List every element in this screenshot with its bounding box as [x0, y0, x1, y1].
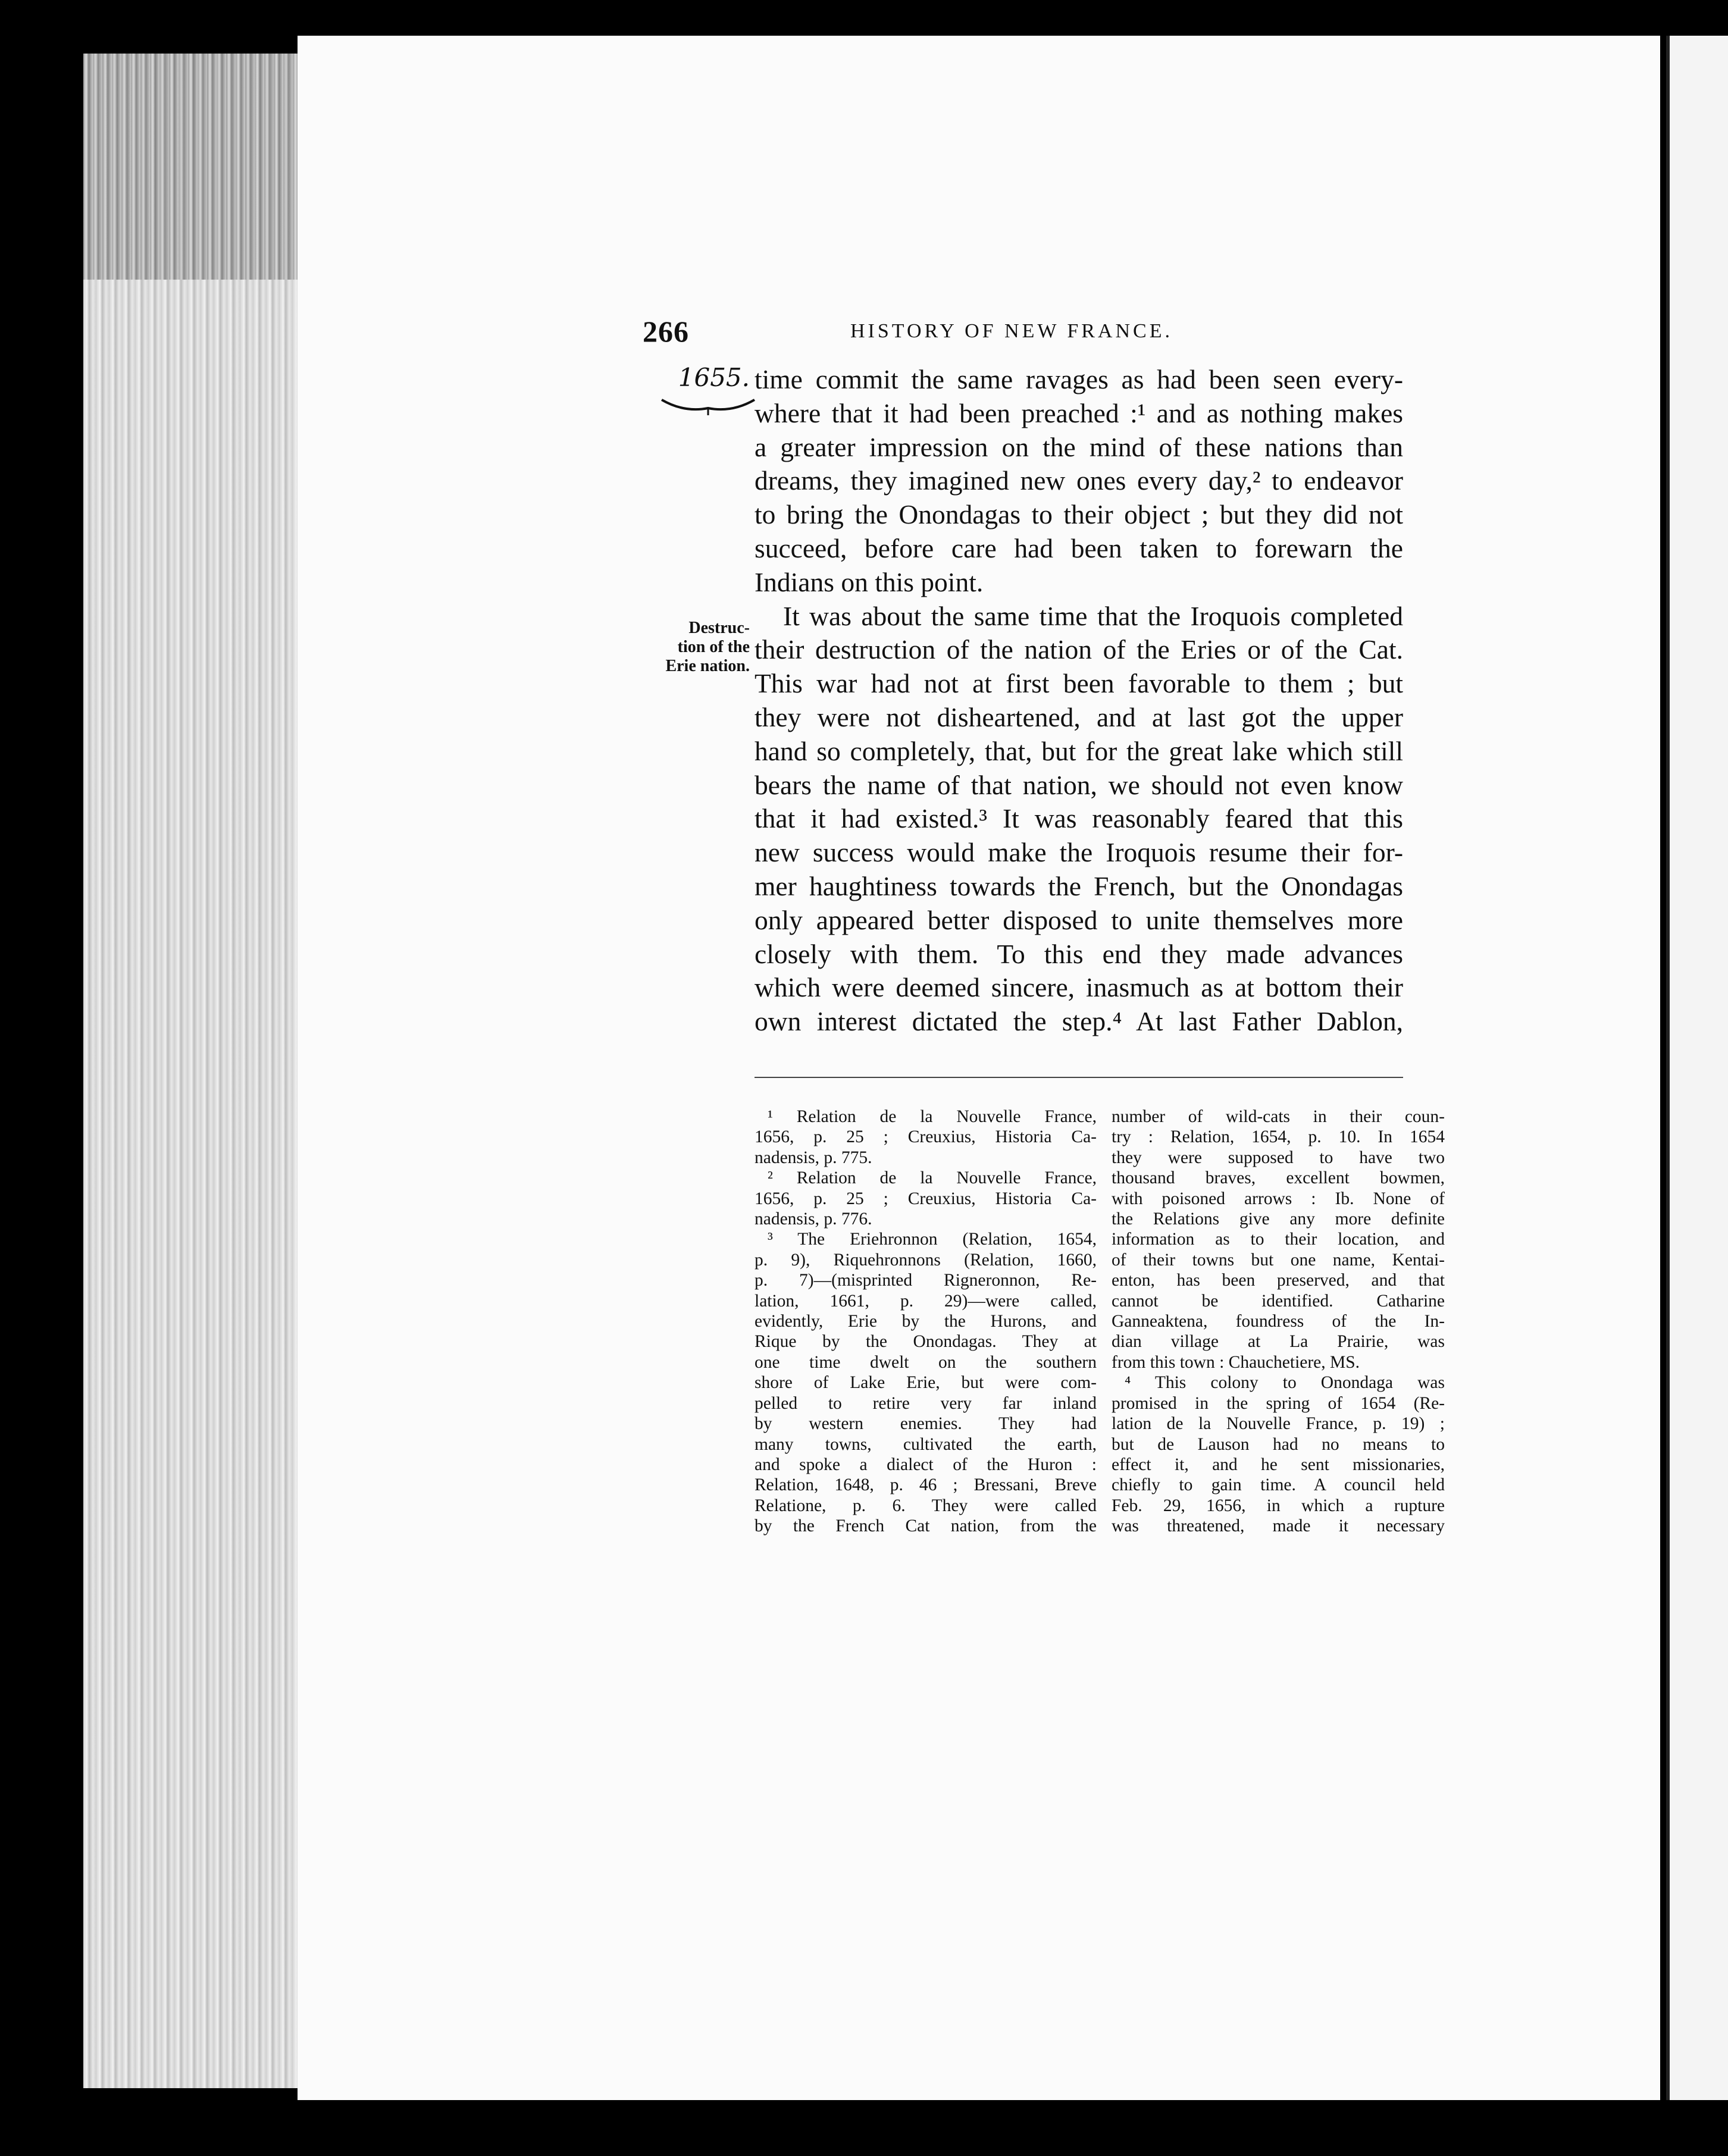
- footnote-line: ² Relation de la Nouvelle France,: [768, 1168, 1097, 1188]
- body-line: a greater impression on the mind of these nations than: [755, 431, 1403, 462]
- footnote-line: cannot be identified. Catharine: [1112, 1291, 1445, 1311]
- margin-year: 1655.: [678, 363, 750, 392]
- footnote-line: ¹ Relation de la Nouvelle France,: [768, 1107, 1097, 1126]
- footnote-line: dian village at La Prairie, was: [1112, 1332, 1445, 1352]
- body-line: It was about the same time that the Iroquois completed: [783, 600, 1403, 631]
- body-line: This war had not at first been favorable to them ; but: [755, 668, 1403, 699]
- footnote-line: p. 9), Riquehronnons (Relation, 1660,: [755, 1250, 1097, 1270]
- footnote-line: the Relations give any more definite: [1112, 1209, 1445, 1229]
- page-number: 266: [643, 315, 689, 348]
- footnote-line: pelled to retire very far inland: [755, 1393, 1097, 1413]
- footnote-line: but de Lauson had no means to: [1112, 1434, 1445, 1454]
- body-line: they were not disheartened, and at last got the upper: [755, 701, 1403, 732]
- footnote-line: nadensis, p. 775.: [755, 1148, 872, 1167]
- footnote-line: enton, has been preserved, and that: [1112, 1271, 1445, 1290]
- body-line: new success would make the Iroquois resume their for-: [755, 837, 1403, 868]
- body-line: bears the name of that nation, we should not even know: [755, 769, 1403, 800]
- body-line: dreams, they imagined new ones every day,² to endeavor: [755, 465, 1403, 496]
- book-page-edges-shadow: [83, 54, 309, 280]
- footnote-line: number of wild-cats in their coun-: [1112, 1107, 1445, 1126]
- footnote-line: Rique by the Onondagas. They at: [755, 1332, 1097, 1352]
- footnote-line: Relatione, p. 6. They were called: [755, 1496, 1097, 1515]
- body-line: time commit the same ravages as had been seen every-: [755, 364, 1403, 394]
- footnote-line: they were supposed to have two: [1112, 1148, 1445, 1167]
- footnote-line: ⁴ This colony to Onondaga was: [1125, 1373, 1445, 1393]
- body-text: [755, 363, 1403, 1039]
- body-line: Indians on this point.: [755, 566, 984, 597]
- footnote-line: with poisoned arrows : Ib. None of: [1112, 1189, 1445, 1208]
- footnotes-left-column: [755, 1107, 1097, 1537]
- body-line: to bring the Onondagas to their object ; but they did not: [755, 499, 1403, 530]
- footnote-line: lation de la Nouvelle France, p. 19) ;: [1112, 1414, 1445, 1434]
- footnote-line: Relation, 1648, p. 46 ; Bressani, Breve: [755, 1475, 1097, 1495]
- book-page-edges: [83, 54, 309, 2088]
- body-line: their destruction of the nation of the Eries or of the Cat.: [755, 634, 1403, 665]
- margin-topic: [665, 619, 750, 676]
- margin-topic-line: tion of the: [677, 638, 750, 656]
- footnote-line: one time dwelt on the southern: [755, 1352, 1097, 1372]
- running-head: HISTORY OF NEW FRANCE.: [850, 320, 1173, 342]
- body-line: hand so completely, that, but for the great lake which still: [755, 735, 1403, 766]
- body-line: mer haughtiness towards the French, but the Onondagas: [755, 870, 1403, 901]
- body-line: that it had existed.³ It was reasonably feared that this: [755, 803, 1403, 834]
- footnote-line: information as to their location, and: [1112, 1230, 1445, 1249]
- footnote-line: Ganneaktena, foundress of the In-: [1112, 1312, 1445, 1331]
- footnote-line: from this town : Chauchetiere, MS.: [1112, 1352, 1360, 1372]
- footnote-line: by western enemies. They had: [755, 1414, 1097, 1434]
- footnote-line: and spoke a dialect of the Huron :: [755, 1455, 1097, 1474]
- body-line: which were deemed sincere, inasmuch as at bottom their: [755, 972, 1403, 1003]
- footnote-line: nadensis, p. 776.: [755, 1209, 872, 1229]
- footnote-line: by the French Cat nation, from the: [755, 1516, 1097, 1536]
- footnote-line: effect it, and he sent missionaries,: [1112, 1455, 1445, 1474]
- body-line: succeed, before care had been taken to forewarn the: [755, 532, 1403, 563]
- footnote-line: lation, 1661, p. 29)—were called,: [755, 1291, 1097, 1311]
- margin-topic-line: Erie nation.: [665, 657, 750, 675]
- footnote-line: was threatened, made it necessary: [1112, 1516, 1445, 1536]
- facing-page-edge: [1666, 36, 1728, 2100]
- footnote-line: ³ The Eriehronnon (Relation, 1654,: [768, 1230, 1097, 1249]
- footnote-rule: [755, 1077, 1403, 1078]
- footnotes-right-column: [1112, 1107, 1445, 1537]
- body-line: own interest dictated the step.⁴ At last Father Dablon,: [755, 1006, 1403, 1037]
- footnote-line: promised in the spring of 1654 (Re-: [1112, 1393, 1445, 1413]
- margin-topic-line: Destruc-: [688, 619, 750, 637]
- footnote-line: 1656, p. 25 ; Creuxius, Historia Ca-: [755, 1127, 1097, 1147]
- footnote-line: thousand braves, excellent bowmen,: [1112, 1168, 1445, 1188]
- body-line: closely with them. To this end they made advances: [755, 938, 1403, 969]
- page-header: [643, 314, 1261, 356]
- footnote-line: shore of Lake Erie, but were com-: [755, 1373, 1097, 1393]
- body-line: only appeared better disposed to unite themselves more: [755, 904, 1403, 935]
- footnote-line: many towns, cultivated the earth,: [755, 1434, 1097, 1454]
- body-line: where that it had been preached :¹ and as nothing makes: [755, 397, 1403, 428]
- footnote-line: chiefly to gain time. A council held: [1112, 1475, 1445, 1495]
- footnote-line: try : Relation, 1654, p. 10. In 1654: [1112, 1127, 1445, 1147]
- footnote-line: Feb. 29, 1656, in which a rupture: [1112, 1496, 1445, 1515]
- footnote-line: of their towns but one name, Kentai-: [1112, 1250, 1445, 1270]
- brace-ornament-icon: [660, 395, 756, 419]
- footnote-line: p. 7)—(misprinted Rigneronnon, Re-: [755, 1271, 1097, 1290]
- footnote-line: evidently, Erie by the Hurons, and: [755, 1312, 1097, 1331]
- footnote-line: 1656, p. 25 ; Creuxius, Historia Ca-: [755, 1189, 1097, 1208]
